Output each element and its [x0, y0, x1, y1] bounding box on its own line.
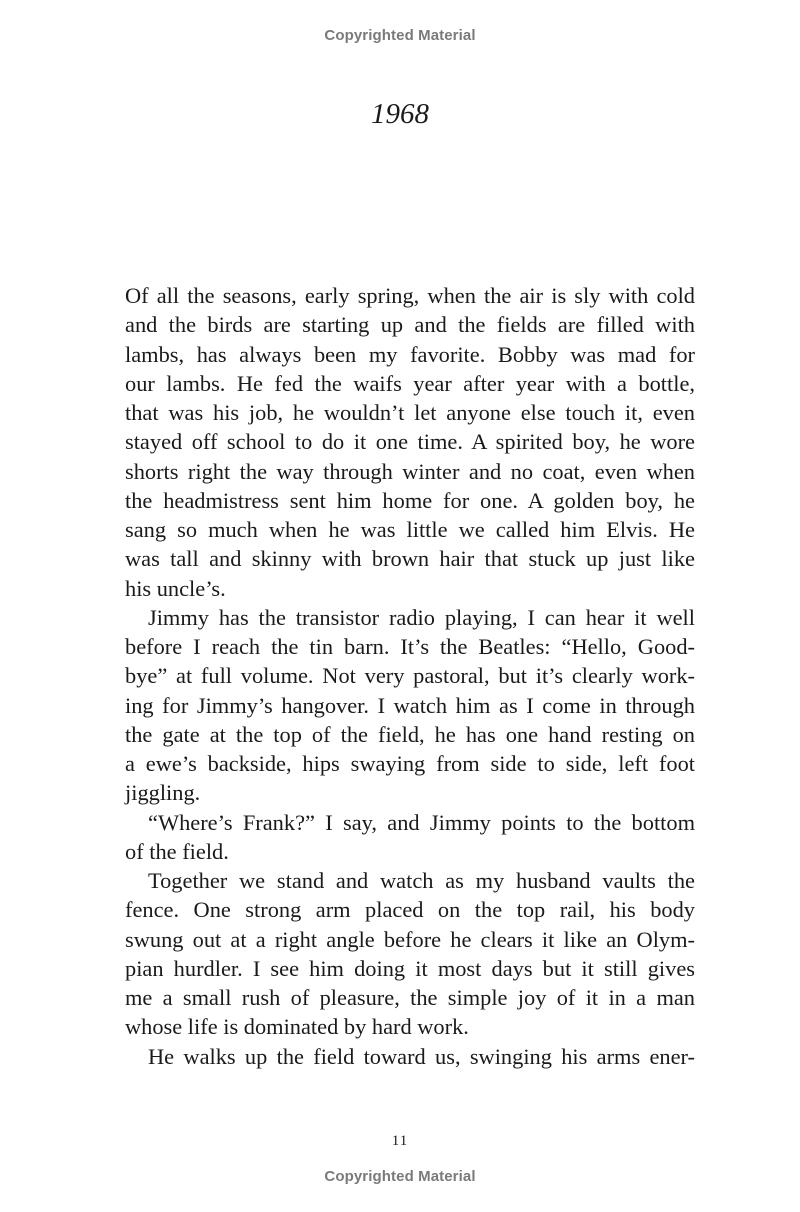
- text-line: a ewe’s backside, hips swaying from side to side, left foot: [125, 751, 695, 776]
- text-line: lambs, has always been my favorite. Bobby was mad for: [125, 341, 695, 367]
- text-line: pian hurdler. I see him doing it most days but it still gives: [125, 955, 695, 981]
- text-line: “Where’s Frank?” I say, and Jimmy points to the bottom: [148, 809, 695, 835]
- text-line: of the field.: [125, 838, 229, 864]
- text-line: stayed off school to do it one time. A spirited boy, he wore: [125, 429, 695, 455]
- body-text: [125, 281, 695, 1071]
- text-line: sang so much when he was little we called him Elvis. He: [125, 517, 695, 542]
- text-line: and the birds are starting up and the fields are filled with: [125, 312, 695, 338]
- text-line: was tall and skinny with brown hair that stuck up just like: [125, 546, 695, 572]
- copyright-watermark-bottom: Copyrighted Material: [324, 1168, 476, 1185]
- text-line: his uncle’s.: [125, 575, 226, 601]
- text-line: that was his job, he wouldn’t let anyone else touch it, even: [125, 400, 695, 425]
- text-line: He walks up the field toward us, swinging his arms ener-: [148, 1043, 695, 1069]
- page-number: 11: [391, 1133, 409, 1149]
- text-line: bye” at full volume. Not very pastoral, but it’s clearly work-: [125, 663, 695, 689]
- text-line: ing for Jimmy’s hangover. I watch him as I come in through: [125, 692, 695, 718]
- text-line: Of all the seasons, early spring, when the air is sly with cold: [125, 283, 695, 308]
- text-line: whose life is dominated by hard work.: [125, 1014, 469, 1040]
- text-line: Together we stand and watch as my husband vaults the: [148, 868, 695, 893]
- text-line: me a small rush of pleasure, the simple joy of it in a man: [125, 985, 695, 1010]
- text-line: jiggling.: [125, 780, 201, 806]
- text-line: Jimmy has the transistor radio playing, I can hear it well: [148, 604, 695, 630]
- text-line: shorts right the way through winter and no coat, even when: [125, 458, 695, 484]
- text-line: the headmistress sent him home for one. A golden boy, he: [125, 487, 695, 513]
- copyright-watermark-top: Copyrighted Material: [324, 27, 476, 44]
- text-line: fence. One strong arm placed on the top rail, his body: [125, 897, 695, 923]
- text-line: the gate at the top of the field, he has one hand resting on: [125, 721, 695, 747]
- text-line: our lambs. He fed the waifs year after year with a bottle,: [125, 370, 695, 396]
- chapter-title: 1968: [371, 98, 429, 130]
- text-line: before I reach the tin barn. It’s the Beatles: “Hello, Good-: [125, 634, 695, 659]
- text-line: swung out at a right angle before he clears it like an Olym-: [125, 926, 695, 952]
